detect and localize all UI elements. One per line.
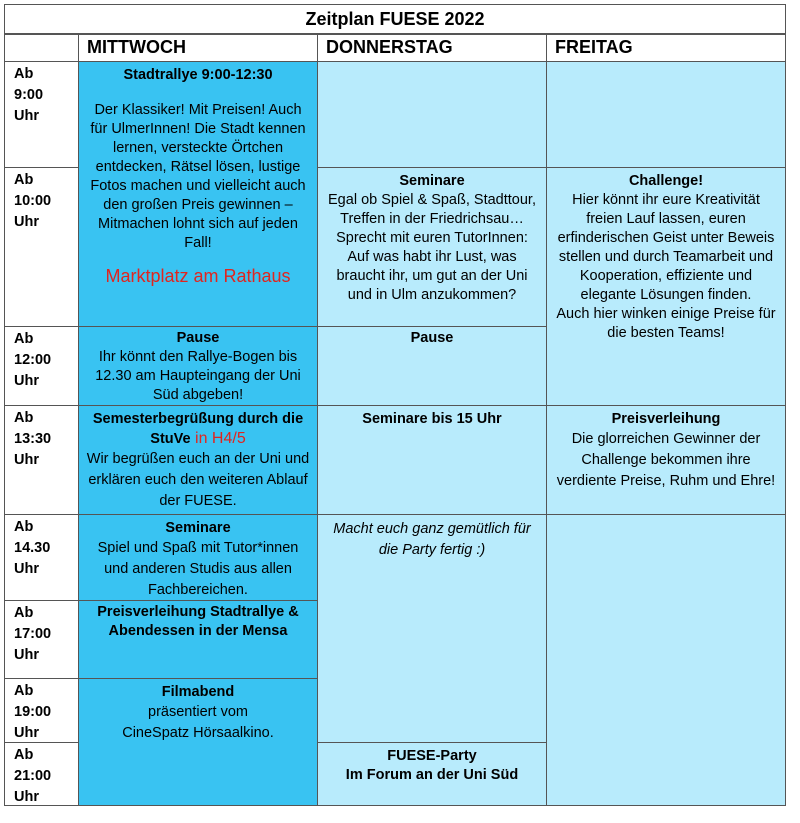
event-preisverleihung-stadtrallye [78,600,318,679]
day-header-freitag: FREITAG [546,34,786,62]
event-challenge [546,167,786,406]
event-subheading: Im Forum an der Uni Süd [345,767,519,783]
event-heading: Seminare [399,173,465,189]
empty-cell-freitag-0900 [546,61,786,168]
empty-cell-donnerstag-0900 [317,61,547,168]
event-location: Marktplatz am Rathaus [105,266,291,286]
event-stadtrallye [78,61,318,327]
event-description-2: Auch hier winken einige Preise für die besten Teams! [556,306,776,341]
event-description: Die glorreichen Gewinner der Challenge bekommen ihre verdiente Preise, Ruhm und Ehre! [556,431,776,489]
empty-cell-freitag-evening [546,514,786,806]
event-heading: Seminare bis 15 Uhr [362,411,502,427]
event-description: Macht euch ganz gemütlich für die Party fertig :) [333,521,531,558]
time-cell-2100: Ab 21:00 Uhr [4,742,79,806]
event-heading: Pause [410,330,454,346]
table-title: Zeitplan FUESE 2022 [4,4,786,34]
event-seminare-donnerstag [317,167,547,327]
event-pause-donnerstag [317,326,547,406]
time-cell-1330: Ab 13:30 Uhr [4,405,79,515]
event-heading: FUESE-Party [387,748,477,764]
time-cell-1200: Ab 12:00 Uhr [4,326,79,406]
day-header-mittwoch: MITTWOCH [78,34,318,62]
event-heading: Preisverleihung Stadtrallye & Abendessen in der Mensa [97,604,299,639]
event-description: Wir begrüßen euch an der Uni und erklären euch den weiteren Ablauf der FUESE. [86,451,310,509]
event-preisverleihung-challenge [546,405,786,515]
day-header-donnerstag: DONNERSTAG [317,34,547,62]
event-heading: Semesterbegrüßung durch die StuVe [92,411,304,447]
event-description: Egal ob Spiel & Spaß, Stadttour, Treffen in der Friedrichsau… [328,192,536,227]
event-filmabend [78,678,318,806]
event-semesterbegruessung [78,405,318,515]
event-description: Hier könnt ihr eure Kreativität freien Lauf lassen, euren erfinderischen Geist unter Beweis stellen und durch Teamarbeit und Kooperation, effiziente und elegante Lösungen finden. [557,192,775,303]
event-heading: Filmabend [161,684,235,700]
event-heading: Preisverleihung [611,411,721,427]
event-heading: Stadtrallye 9:00-12:30 [123,67,273,83]
event-pause-mittwoch [78,326,318,406]
event-heading: Pause [176,330,220,346]
event-description: präsentiert vom CineSpatz Hörsaalkino. [122,704,274,741]
event-party-vorbereitung [317,514,547,743]
event-description-2: Sprecht mit euren TutorInnen: Auf was habt ihr Lust, was braucht ihr, um gut an der Uni und in Ulm anzukommen? [336,230,528,303]
event-description: Spiel und Spaß mit Tutor*innen und anderen Studis aus allen Fachbereichen. [97,540,299,598]
event-location: in H4/5 [190,430,246,447]
time-cell-1900: Ab 19:00 Uhr [4,678,79,743]
corner-cell [4,34,79,62]
event-fuese-party [317,742,547,806]
event-description: Ihr könnt den Rallye-Bogen bis 12.30 am Haupteingang der Uni Süd abgeben! [95,349,301,403]
event-heading: Seminare [165,520,231,536]
event-heading: Challenge! [628,173,704,189]
time-cell-1700: Ab 17:00 Uhr [4,600,79,679]
event-description: Der Klassiker! Mit Preisen! Auch für UlmerInnen! Die Stadt kennen lernen, versteckte Örtchen entdecken, Rätsel lösen, lustige Fotos machen und vielleicht auch den großen Preis gewinnen – Mitmachen lohnt sich auf jeden Fall! [90,102,306,251]
time-cell-1430: Ab 14.30 Uhr [4,514,79,601]
time-cell-1000: Ab 10:00 Uhr [4,167,79,327]
event-seminare-mittwoch [78,514,318,601]
time-cell-0900: Ab 9:00 Uhr [4,61,79,168]
schedule-table [4,4,786,806]
event-seminare-bis-15 [317,405,547,515]
